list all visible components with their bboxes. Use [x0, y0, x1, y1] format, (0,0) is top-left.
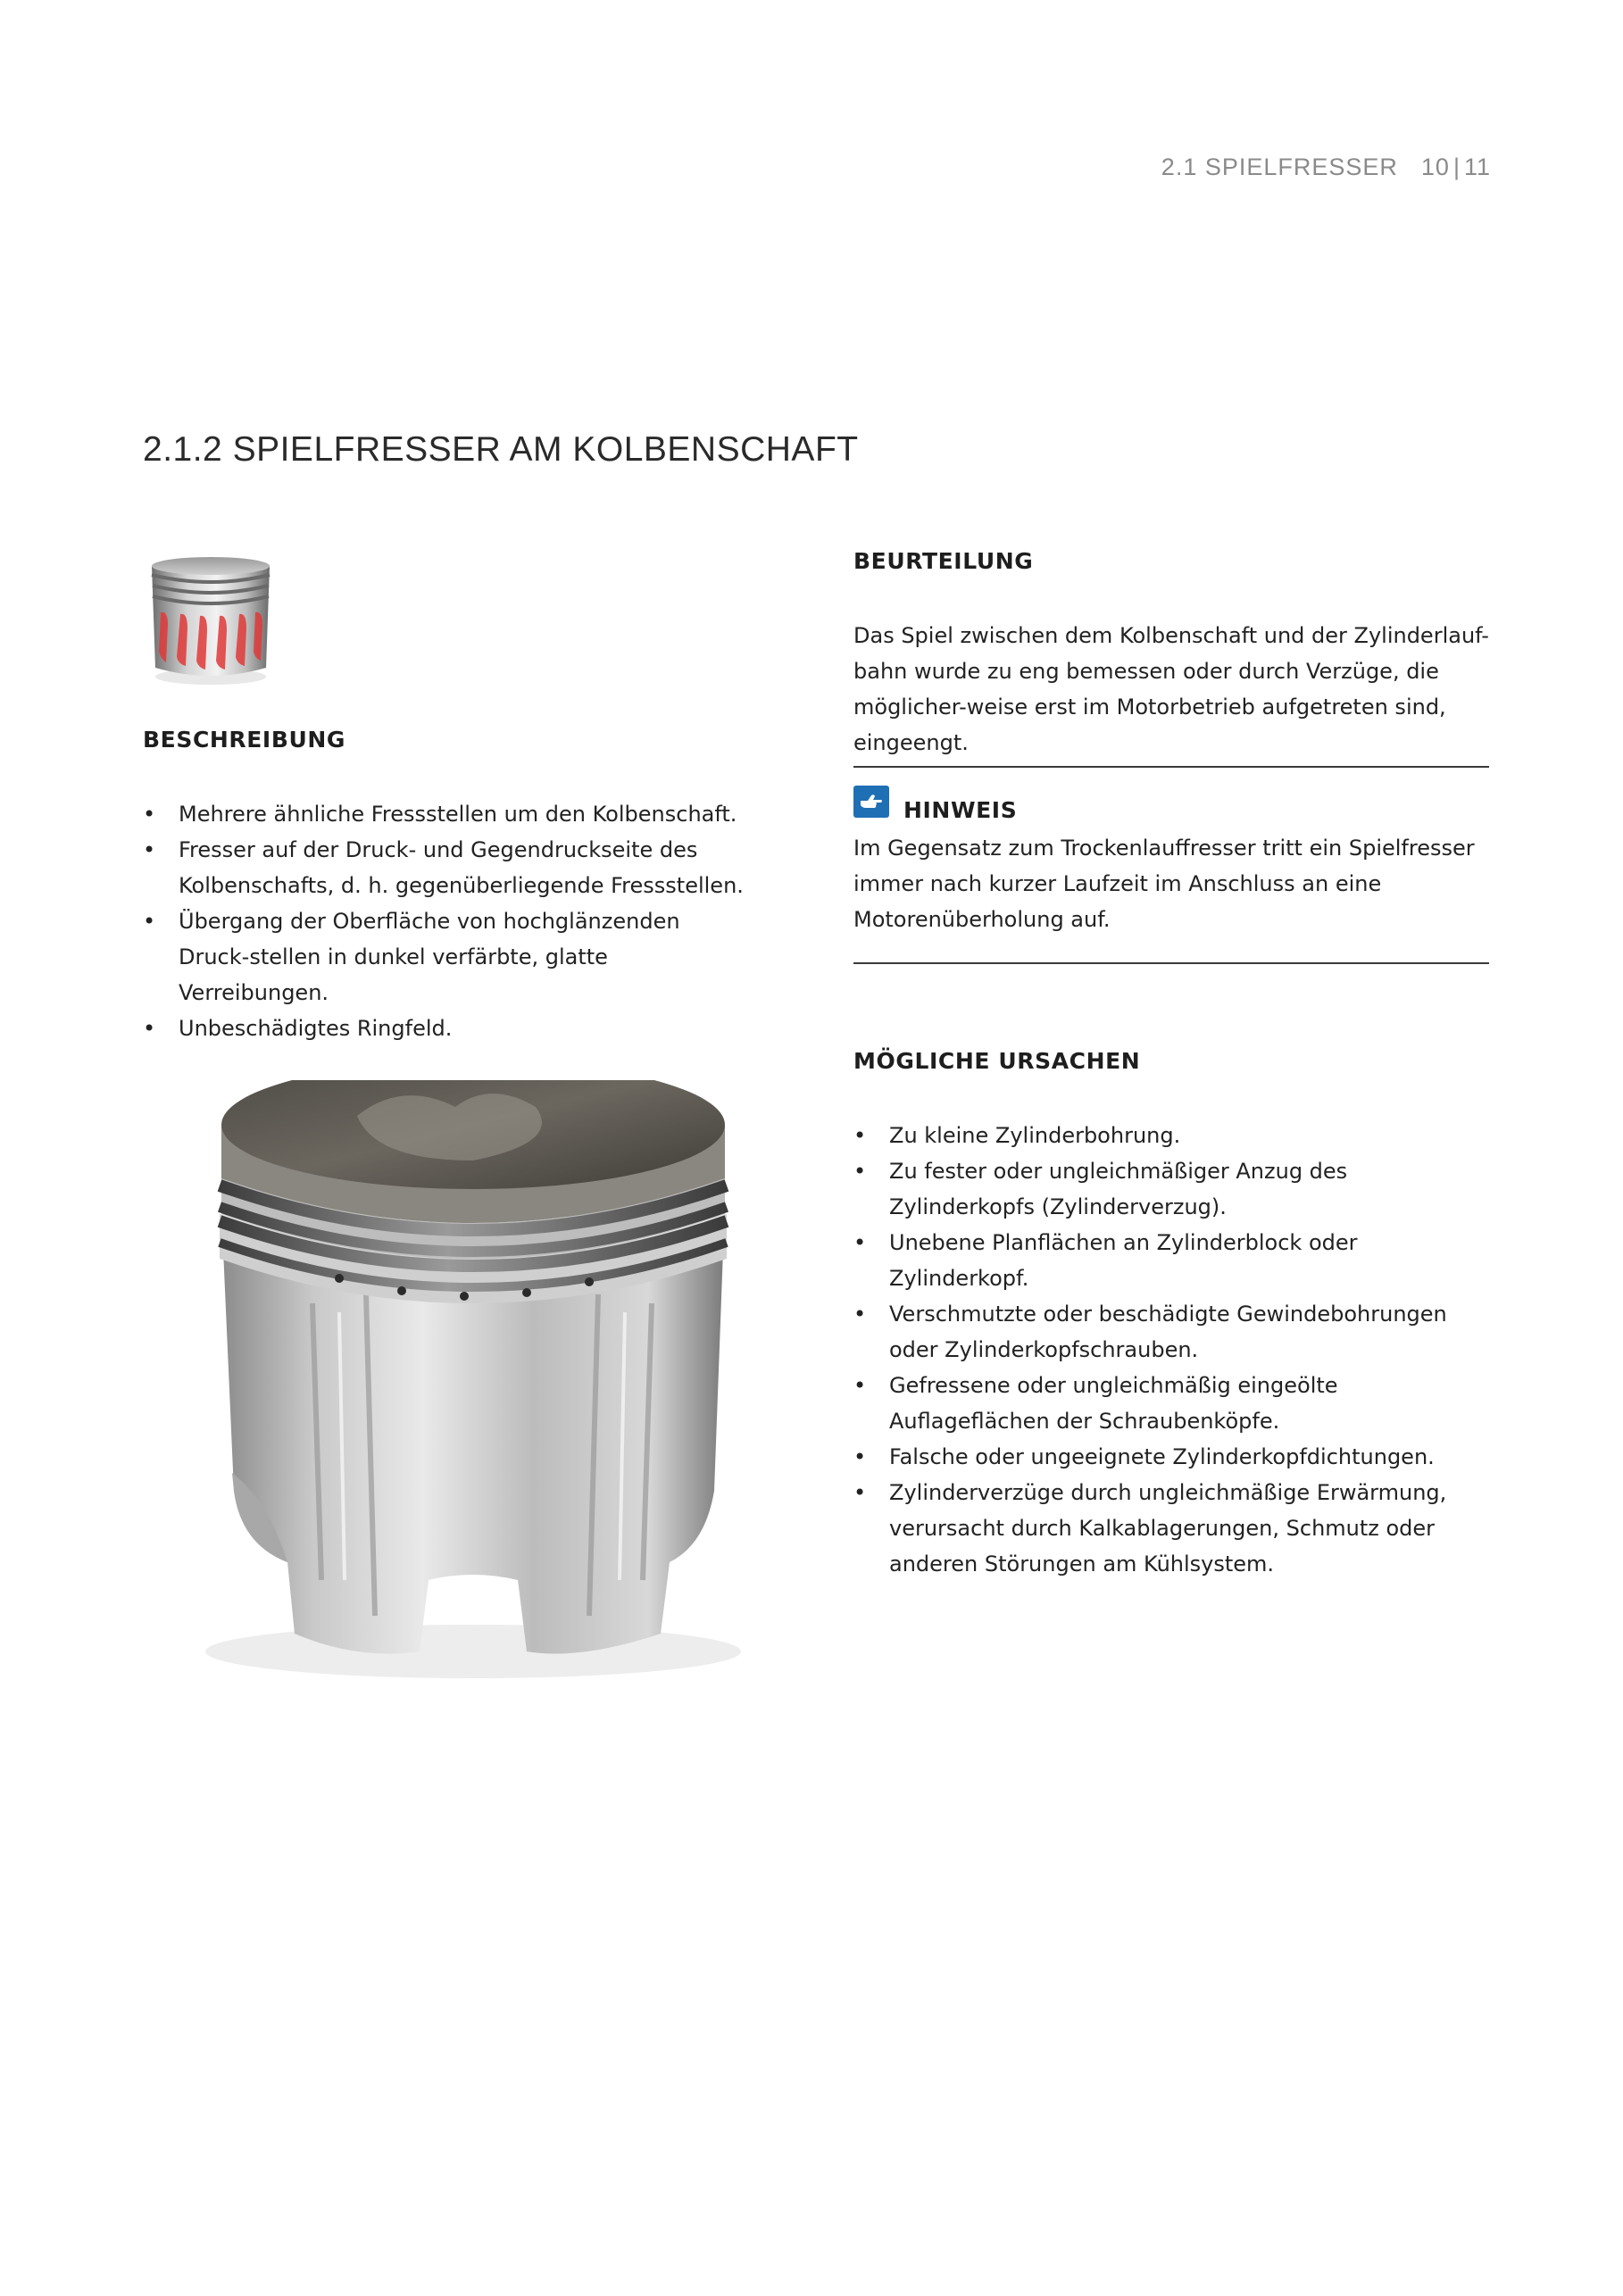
section-title: 2.1.2 SPIELFRESSER AM KOLBENSCHAFT [143, 430, 859, 469]
list-item: • Zu kleine Zylinderbohrung. [853, 1118, 1489, 1153]
ursachen-list [853, 1118, 1489, 1582]
list-item: • Fresser auf der Druck- und Gegendruckseite des Kolbenschafts, d. h. gegenüberliegende Fressstellen. [143, 832, 750, 903]
running-head-section: 2.1 SPIELFRESSER [1161, 154, 1398, 180]
ursachen-heading: MÖGLICHE URSACHEN [853, 1048, 1141, 1074]
list-item: • Unbeschädigtes Ringfeld. [143, 1011, 750, 1046]
list-item: • Verschmutzte oder beschädigte Gewindebohrungen oder Zylinderkopfschrauben. [853, 1296, 1489, 1368]
divider-top [853, 766, 1489, 768]
list-item: • Zu fester oder ungleichmäßiger Anzug des Zylinderkopfs (Zylinderverzug). [853, 1153, 1489, 1225]
list-item: • Falsche oder ungeeignete Zylinderkopfdichtungen. [853, 1439, 1489, 1475]
beurteilung-text: Das Spiel zwischen dem Kolbenschaft und der Zylinderlauf-bahn wurde zu eng bemessen oder durch Verzüge, die möglicher-weise erst im Motorbetrieb aufgetreten sind, eingeengt. [853, 623, 1489, 755]
piston-scoring-diagram-icon [141, 553, 280, 687]
beschreibung-heading: BESCHREIBUNG [143, 727, 346, 753]
list-item: • Gefressene oder ungleichmäßig eingeölte Auflageflächen der Schraubenköpfe. [853, 1368, 1489, 1439]
page-separator: | [1452, 154, 1461, 180]
list-item: • Zylinderverzüge durch ungleichmäßige Erwärmung, verursacht durch Kalkablagerungen, Schmutz oder anderen Störungen am Kühlsystem. [853, 1475, 1489, 1582]
hinweis-heading: HINWEIS [903, 797, 1018, 823]
page-number-left: 10 [1420, 154, 1450, 180]
divider-bottom [853, 962, 1489, 964]
hinweis-text: Im Gegensatz zum Trockenlauffresser tritt ein Spielfresser immer nach kurzer Laufzeit im Anschluss an eine Motorenüberholung auf. [853, 836, 1475, 932]
list-item: • Mehrere ähnliche Fressstellen um den Kolbenschaft. [143, 796, 750, 832]
beschreibung-list [143, 796, 750, 1046]
list-item: • Übergang der Oberfläche von hochglänzenden Druck-stellen in dunkel verfärbte, glatte Verreibungen. [143, 903, 750, 1011]
beurteilung-heading: BEURTEILUNG [853, 548, 1034, 574]
page-number-right: 11 [1463, 154, 1491, 180]
pointing-hand-icon [853, 786, 889, 818]
list-item: • Unebene Planflächen an Zylinderblock oder Zylinderkopf. [853, 1225, 1489, 1296]
piston-photo [134, 1080, 812, 1696]
running-head [1071, 154, 1491, 181]
